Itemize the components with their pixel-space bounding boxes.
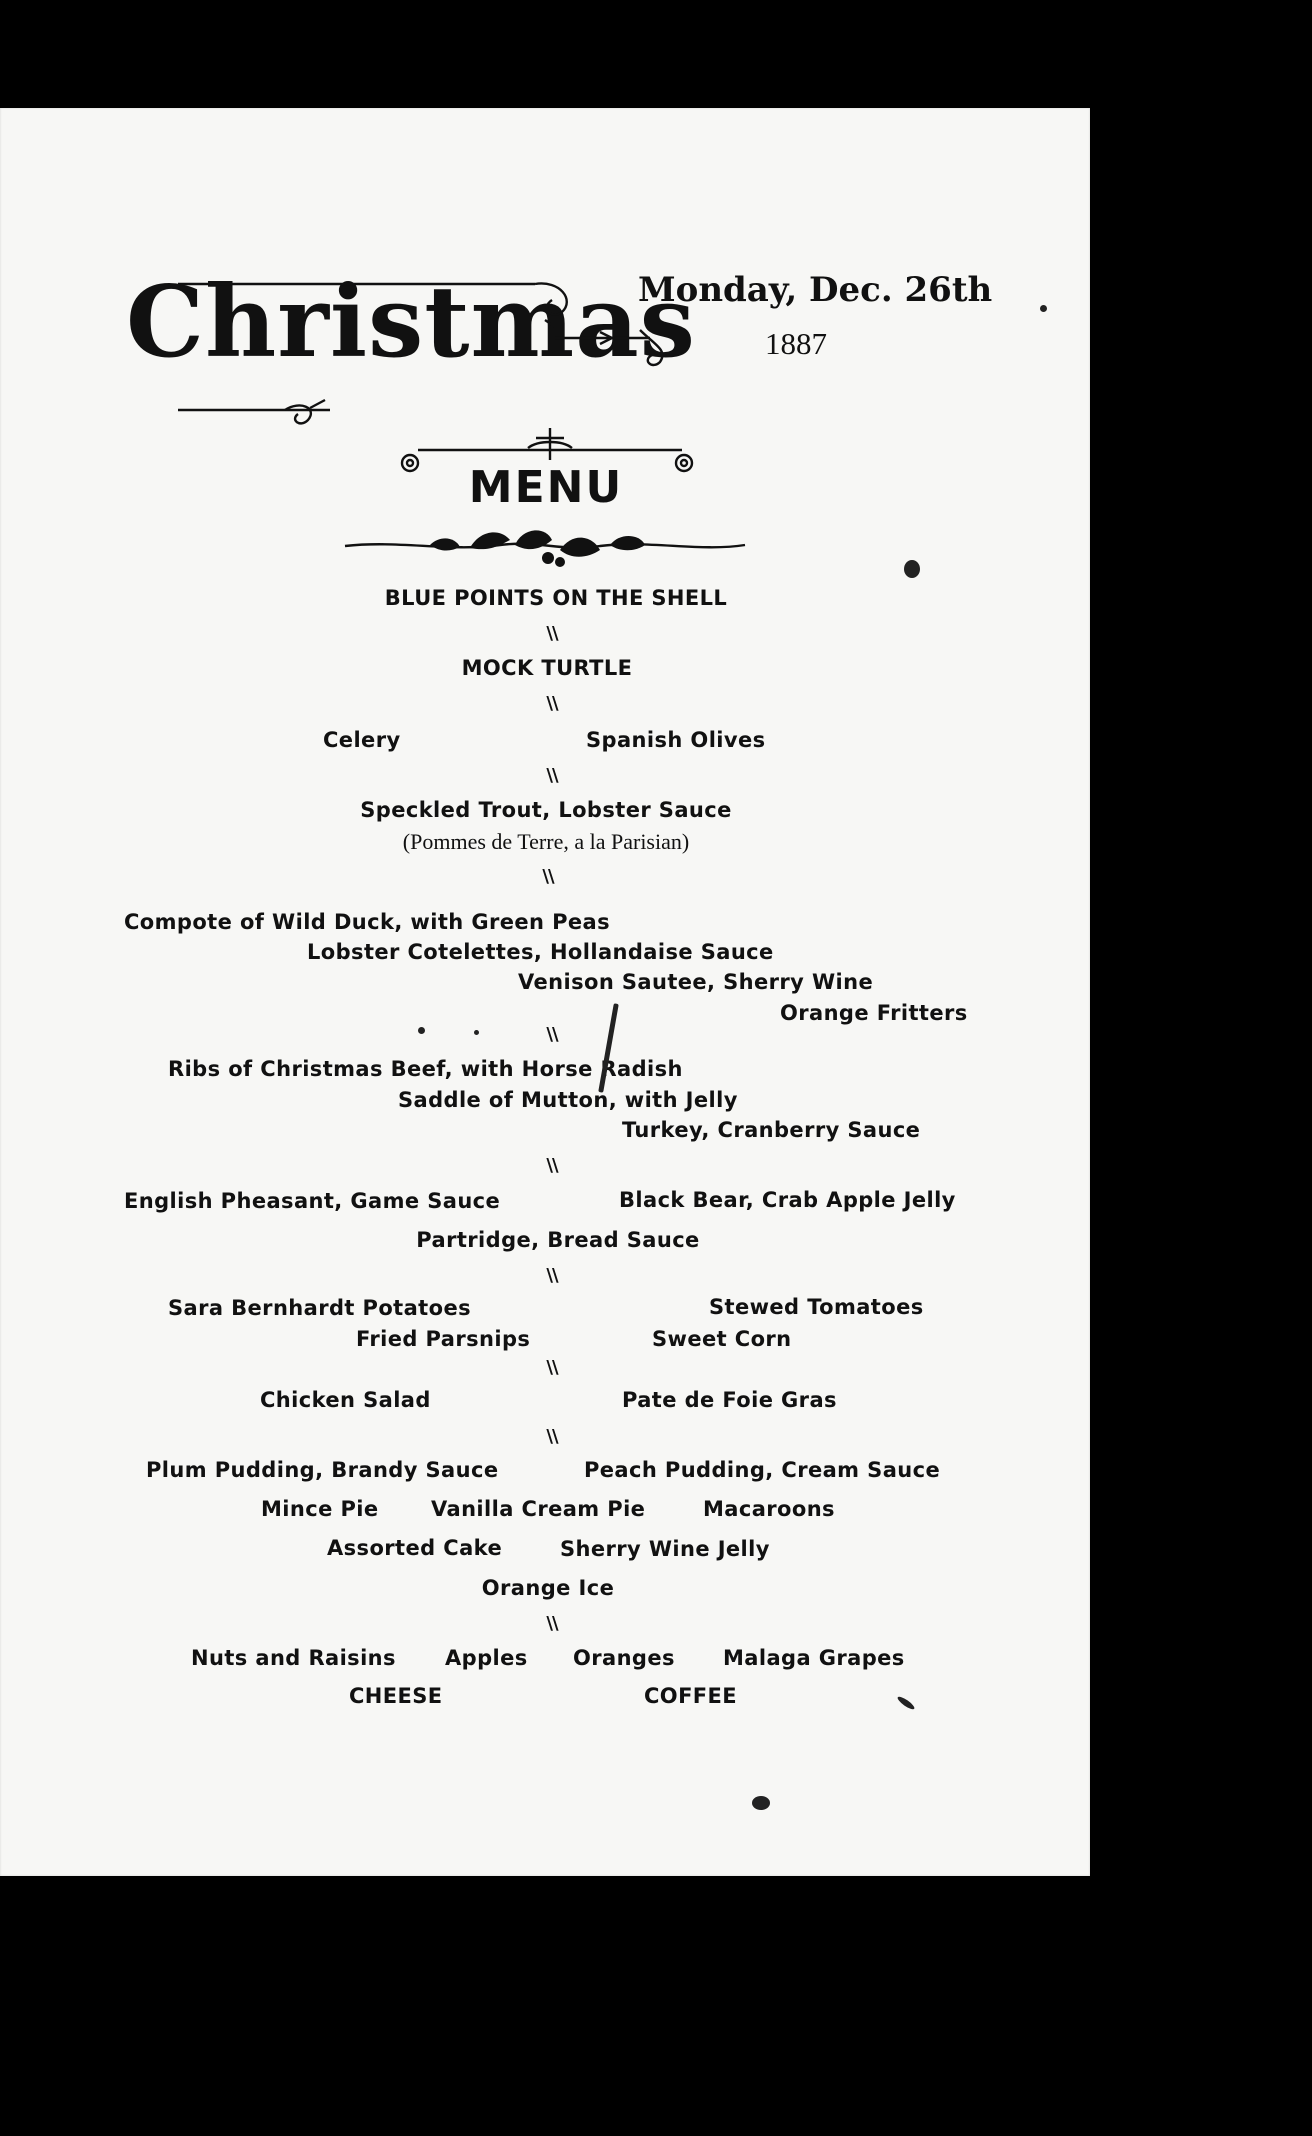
menu-item-lobster-cotelettes: Lobster Cotelettes, Hollandaise Sauce [307, 940, 774, 964]
date-line: Monday, Dec. 26th [638, 270, 993, 310]
menu-item-sara-potatoes: Sara Bernhardt Potatoes [168, 1296, 471, 1320]
ink-speck [904, 560, 920, 578]
menu-item-blue-points: BLUE POINTS ON THE SHELL [384, 586, 728, 610]
separator-mark: \\ [546, 765, 558, 786]
menu-item-fried-parsnips: Fried Parsnips [356, 1327, 531, 1351]
menu-item-mince-pie: Mince Pie [261, 1497, 379, 1521]
menu-item-stewed-tomatoes: Stewed Tomatoes [709, 1295, 924, 1319]
menu-item-pate: Pate de Foie Gras [622, 1388, 837, 1412]
ink-speck [1040, 305, 1047, 312]
menu-item-sweet-corn: Sweet Corn [652, 1327, 792, 1351]
menu-item-compote-duck: Compote of Wild Duck, with Green Peas [124, 910, 610, 934]
menu-item-saddle-mutton: Saddle of Mutton, with Jelly [398, 1088, 738, 1112]
menu-item-orange-fritters: Orange Fritters [780, 1001, 968, 1025]
menu-item-assorted-cake: Assorted Cake [327, 1536, 503, 1560]
ink-speck [752, 1796, 770, 1810]
separator-mark: \\ [546, 623, 558, 644]
menu-item-malaga-grapes: Malaga Grapes [723, 1646, 905, 1670]
menu-item-orange-ice: Orange Ice [481, 1576, 615, 1600]
menu-item-partridge: Partridge, Bread Sauce [416, 1228, 700, 1252]
menu-item-spanish-olives: Spanish Olives [586, 728, 766, 752]
ink-speck [474, 1030, 479, 1035]
menu-item-oranges: Oranges [573, 1646, 675, 1670]
separator-mark: \\ [546, 1613, 558, 1634]
menu-item-apples: Apples [445, 1646, 528, 1670]
menu-item-ribs-beef: Ribs of Christmas Beef, with Horse Radish [168, 1057, 683, 1081]
title-christmas: Christmas [126, 265, 696, 380]
menu-item-macaroons: Macaroons [703, 1497, 835, 1521]
menu-item-sherry-jelly: Sherry Wine Jelly [560, 1537, 770, 1561]
separator-mark: \\ [546, 1357, 558, 1378]
separator-mark: \\ [542, 866, 554, 887]
menu-item-plum-pudding: Plum Pudding, Brandy Sauce [146, 1458, 499, 1482]
year: 1887 [765, 326, 827, 361]
menu-item-turkey: Turkey, Cranberry Sauce [622, 1118, 921, 1142]
menu-item-mock-turtle: MOCK TURTLE [461, 656, 633, 680]
menu-heading: MENU [468, 462, 624, 513]
menu-item-venison: Venison Sautee, Sherry Wine [518, 970, 874, 994]
menu-item-cheese: CHEESE [349, 1684, 443, 1708]
menu-item-coffee: COFFEE [644, 1684, 738, 1708]
separator-mark: \\ [546, 1265, 558, 1286]
menu-item-peach-pudding: Peach Pudding, Cream Sauce [584, 1458, 941, 1482]
menu-item-black-bear: Black Bear, Crab Apple Jelly [619, 1188, 956, 1212]
menu-item-celery: Celery [323, 728, 401, 752]
menu-item-pommes-note: (Pommes de Terre, a la Parisian) [402, 829, 690, 854]
menu-item-nuts-raisins: Nuts and Raisins [191, 1646, 396, 1670]
menu-item-chicken-salad: Chicken Salad [260, 1388, 431, 1412]
separator-mark: \\ [546, 1426, 558, 1447]
menu-item-vanilla-pie: Vanilla Cream Pie [431, 1497, 646, 1521]
separator-mark: \\ [546, 1155, 558, 1176]
ink-speck [418, 1027, 425, 1034]
separator-mark: \\ [546, 1024, 558, 1045]
menu-item-pheasant: English Pheasant, Game Sauce [124, 1189, 501, 1213]
separator-mark: \\ [546, 693, 558, 714]
menu-item-trout: Speckled Trout, Lobster Sauce [360, 798, 732, 822]
